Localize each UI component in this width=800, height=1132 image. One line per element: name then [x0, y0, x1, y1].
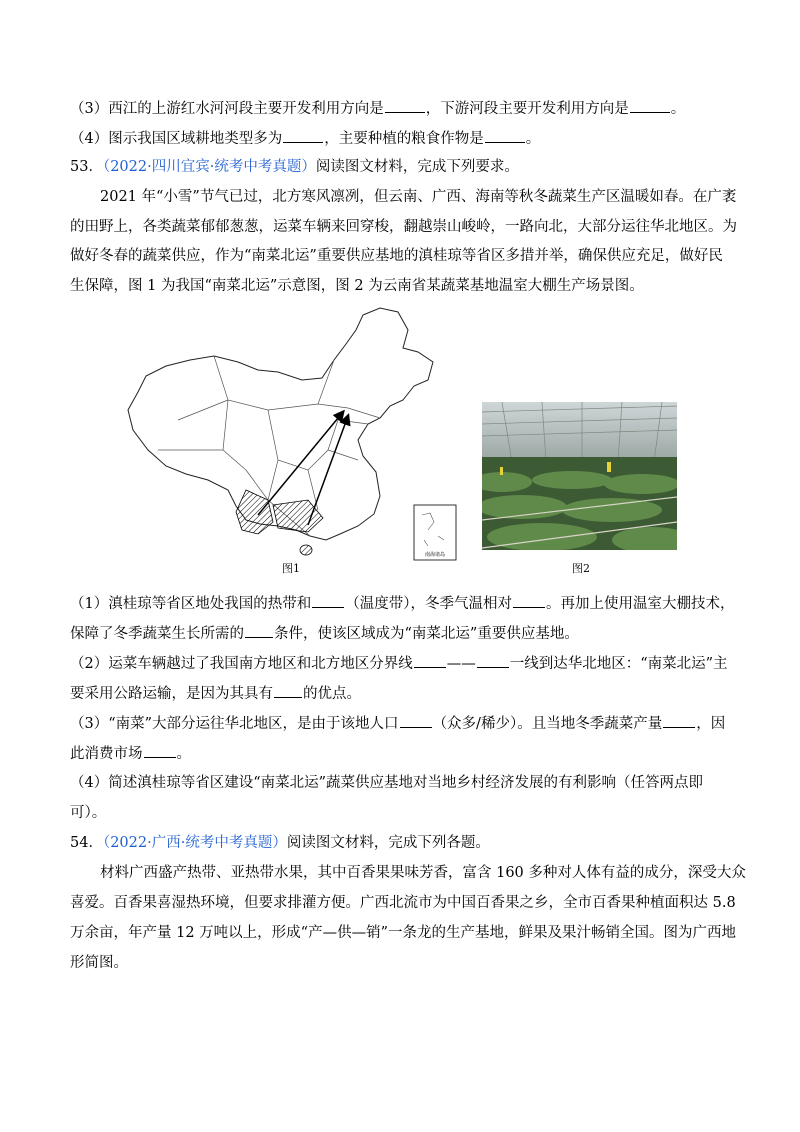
q52-item3-text-a: （3）西江的上游红水河河段主要开发利用方向是	[70, 101, 384, 117]
q54-header	[70, 833, 730, 853]
q53-sub3-line1	[70, 713, 730, 734]
q54-para-line-3: 万余亩，年产量 12 万吨以上，形成“产—供—销”一条龙的生产基地，鲜果及果汁畅销全国。图为广西地	[70, 925, 736, 941]
answer-blank[interactable]	[400, 713, 432, 728]
q53-sub4-line1: （4）简述滇桂琼等省区建设“南菜北运”蔬菜供应基地对当地乡村经济发展的有利影响（任答两点即	[70, 775, 704, 791]
text: （众多/稀少）。且当地冬季蔬菜产量	[432, 716, 663, 732]
figure-2-label: 图2	[572, 562, 590, 575]
answer-blank[interactable]	[312, 593, 344, 608]
answer-blank[interactable]	[283, 128, 323, 143]
answer-blank[interactable]	[414, 653, 446, 668]
hainan-region	[300, 545, 312, 555]
greenhouse-photo	[482, 402, 677, 550]
question-source: （2022·广西·统考中考真题）	[102, 835, 287, 851]
answer-blank[interactable]	[385, 98, 425, 113]
text: 条件，使该区域成为“南菜北运”重要供应基地。	[274, 626, 579, 642]
q52-item4	[70, 128, 730, 149]
question-source: （2022·四川宜宾·统考中考真题）	[102, 159, 316, 175]
answer-blank[interactable]	[513, 593, 545, 608]
text: 此消费市场	[70, 746, 143, 762]
q53-sub1-line2	[70, 623, 730, 644]
q52-item4-text-b: ，主要种植的粮食作物是	[324, 131, 484, 147]
text: ——	[446, 656, 476, 672]
text: （温度带），冬季气温相对	[345, 596, 512, 612]
text: ，因	[696, 716, 726, 732]
q53-para-line-4: 生保障，图 1 为我国“南菜北运”示意图，图 2 为云南省某蔬菜基地温室大棚生产场景图。	[70, 278, 644, 294]
q54-para-line-2: 喜爱。百香果喜湿热环境，但要求排灌方便。广西北流市为中国百香果之乡，全市百香果种植面积达 5.8	[70, 895, 736, 911]
q52-item4-text-a: （4）图示我国区域耕地类型多为	[70, 131, 283, 147]
q54-para-line-4: 形简图。	[70, 955, 128, 971]
q53-para-line-3: 做好冬春的蔬菜供应，作为“南菜北运”重要供应基地的滇桂琼等省区多措并举，确保供应充足，做好民	[70, 248, 723, 264]
yunnan-region	[236, 490, 273, 534]
text: 要采用公路运输，是因为其具有	[70, 686, 273, 702]
text: 保障了冬季蔬菜生长所需的	[70, 626, 244, 642]
q52-item3-text-b: ，下游河段主要开发利用方向是	[425, 101, 629, 117]
answer-blank[interactable]	[477, 653, 509, 668]
question-number: 54．	[70, 835, 103, 851]
answer-blank[interactable]	[485, 128, 525, 143]
q52-item3-text-c: 。	[670, 101, 686, 117]
q52-item3	[70, 98, 730, 119]
q53-sub3-line2	[70, 743, 730, 764]
q53-para-line-2: 的田野上，各类蔬菜郁郁葱葱，运菜车辆来回穿梭，翻越崇山峻岭，一路向北，大部分运往华北地区。为	[70, 219, 737, 235]
question-number: 53．	[70, 159, 103, 175]
question-instruction: 阅读图文材料，完成下列要求。	[315, 159, 519, 175]
answer-blank[interactable]	[274, 683, 302, 698]
q54-para-line-1: 材料广西盛产热带、亚热带水果，其中百香果果味芳香，富含 160 多种对人体有益的成分，深受大众	[100, 865, 746, 881]
transport-arrow-guangxi	[308, 416, 348, 525]
q53-sub2-line2	[70, 683, 730, 704]
china-vegetable-transport-map	[118, 300, 468, 565]
text: （1）滇桂琼等省区地处我国的热带和	[70, 596, 312, 612]
text: （2）运菜车辆越过了我国南方地区和北方地区分界线	[70, 656, 413, 672]
answer-blank[interactable]	[144, 743, 176, 758]
text: （3）“南菜”大部分运往华北地区，是由于该地人口	[70, 716, 399, 732]
answer-blank[interactable]	[663, 713, 695, 728]
answer-blank[interactable]	[630, 98, 670, 113]
q53-sub4-line2: 可）。	[70, 805, 107, 821]
text: 的优点。	[303, 686, 361, 702]
q53-sub2-line1	[70, 653, 730, 674]
q52-item4-text-c: 。	[525, 131, 541, 147]
question-instruction: 阅读图文材料，完成下列各题。	[286, 835, 490, 851]
inset-label: 南海诸岛	[424, 552, 446, 558]
text: 一线到达华北地区：“南菜北运”主	[509, 656, 728, 672]
text: 。	[176, 746, 191, 762]
answer-blank[interactable]	[245, 623, 273, 638]
text: 。再加上使用温室大棚技术，	[545, 596, 735, 612]
q53-sub1-line1	[70, 593, 735, 614]
q53-para-line-1: 2021 年“小雪”节气已过，北方寒风凛冽，但云南、广西、海南等秋冬蔬菜生产区温暖如春。在广袤	[100, 189, 737, 205]
q53-header	[70, 157, 730, 177]
figure-1-label: 图1	[282, 562, 300, 575]
